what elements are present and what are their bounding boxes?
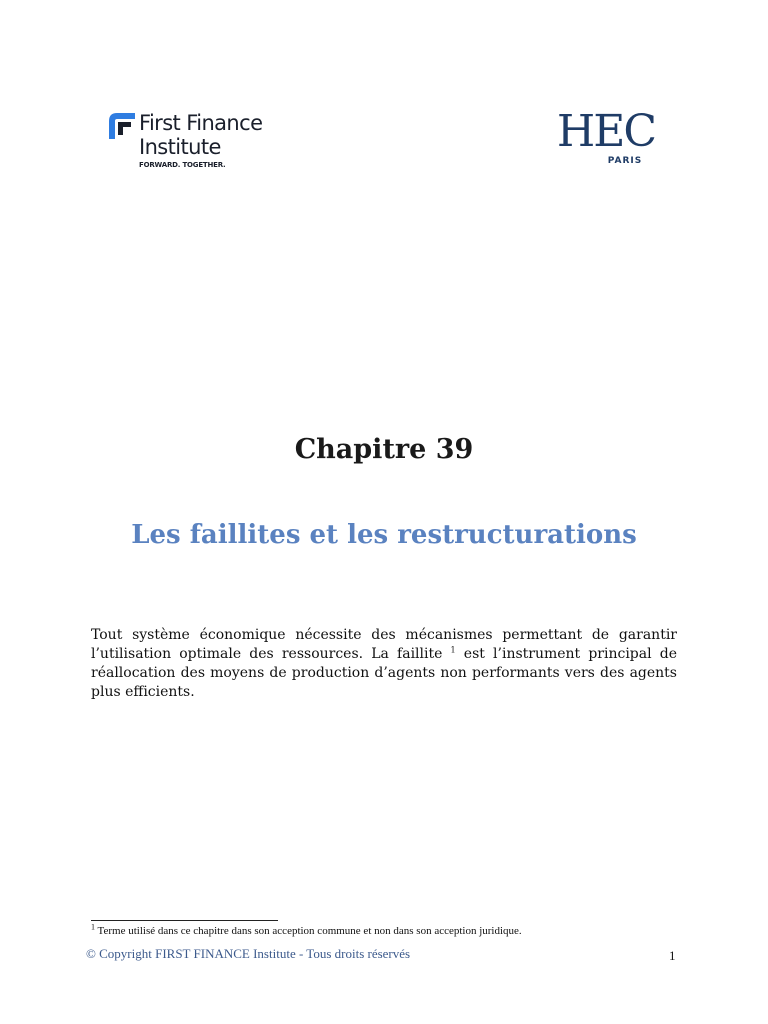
footnote — [91, 922, 691, 937]
footer-copyright: © Copyright FIRST FINANCE Institute - Tous droits réservés — [86, 946, 411, 961]
first-finance-logo — [109, 111, 309, 173]
chapter-heading: Chapitre 39 — [294, 434, 474, 465]
footnote-separator — [91, 920, 278, 921]
chapter-title: Les faillites et les restructurations — [131, 520, 637, 550]
hec-logo-city: PARIS — [607, 156, 643, 166]
hec-logo-letters: HEC — [556, 106, 656, 157]
hec-paris-logo — [540, 108, 672, 172]
intro-paragraph — [91, 626, 677, 702]
footnote-reference[interactable]: 1 — [450, 645, 456, 655]
page-number: 1 — [669, 948, 676, 963]
intro-paragraph-part1: Tout système économique nécessite des mécanismes permettant de garantir l’utilisation optimale des ressources. La faillite — [91, 627, 677, 662]
footnote-text: Terme utilisé dans ce chapitre dans son acception commune et non dans son acception juridique. — [95, 925, 522, 937]
first-finance-logo-mark-icon — [109, 113, 135, 139]
footnote-marker: 1 — [91, 922, 95, 932]
first-finance-logo-line1: First Finance — [139, 111, 263, 135]
first-finance-tagline: FORWARD. TOGETHER. — [139, 161, 226, 169]
intro-paragraph-part2: est l’instrument principal de réallocation des moyens de production d’agents non performants vers des agents plus efficients. — [91, 646, 677, 700]
first-finance-logo-line2: Institute — [139, 135, 221, 159]
